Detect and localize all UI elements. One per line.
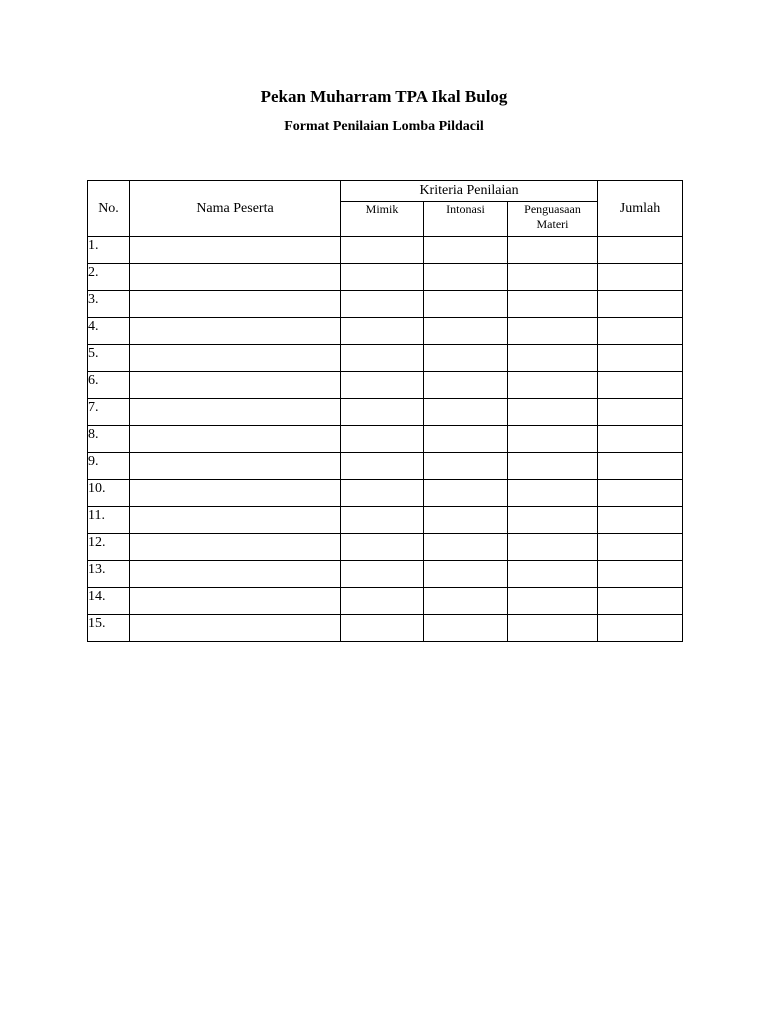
penguasaan-cell [508,615,598,642]
header-criteria: Kriteria Penilaian [341,181,598,202]
total-cell [598,291,683,318]
table-row [88,588,683,615]
intonasi-cell [424,453,508,480]
table-row [88,561,683,588]
name-cell [130,453,341,480]
table-row [88,318,683,345]
intonasi-cell [424,372,508,399]
mimik-cell [341,291,424,318]
total-cell [598,318,683,345]
penguasaan-cell [508,345,598,372]
penguasaan-cell [508,237,598,264]
penguasaan-cell [508,561,598,588]
row-number: 13. [88,561,130,588]
intonasi-cell [424,399,508,426]
total-cell [598,534,683,561]
name-cell [130,399,341,426]
mimik-cell [341,264,424,291]
total-cell [598,426,683,453]
mimik-cell [341,534,424,561]
intonasi-cell [424,318,508,345]
intonasi-cell [424,237,508,264]
table-row [88,372,683,399]
mimik-cell [341,237,424,264]
table-row [88,426,683,453]
header-total: Jumlah [598,181,683,237]
mimik-cell [341,507,424,534]
total-cell [598,345,683,372]
name-cell [130,615,341,642]
name-cell [130,237,341,264]
intonasi-cell [424,588,508,615]
row-number: 1. [88,237,130,264]
table-row [88,291,683,318]
penguasaan-cell [508,507,598,534]
name-cell [130,561,341,588]
header-name: Nama Peserta [130,181,341,237]
mimik-cell [341,345,424,372]
row-number: 7. [88,399,130,426]
mimik-cell [341,372,424,399]
name-cell [130,345,341,372]
table-body [88,237,683,642]
row-number: 15. [88,615,130,642]
name-cell [130,534,341,561]
intonasi-cell [424,615,508,642]
scoring-table [87,180,683,642]
total-cell [598,615,683,642]
mimik-cell [341,588,424,615]
table-row [88,264,683,291]
intonasi-cell [424,507,508,534]
name-cell [130,480,341,507]
table-row [88,237,683,264]
row-number: 5. [88,345,130,372]
header-criteria-mimik: Mimik [341,202,424,237]
name-cell [130,372,341,399]
intonasi-cell [424,264,508,291]
row-number: 8. [88,426,130,453]
mimik-cell [341,399,424,426]
row-number: 3. [88,291,130,318]
penguasaan-cell [508,480,598,507]
row-number: 9. [88,453,130,480]
total-cell [598,588,683,615]
penguasaan-cell [508,399,598,426]
table-row [88,507,683,534]
table-row [88,453,683,480]
row-number: 14. [88,588,130,615]
header-criteria-intonasi: Intonasi [424,202,508,237]
name-cell [130,588,341,615]
total-cell [598,372,683,399]
mimik-cell [341,426,424,453]
total-cell [598,561,683,588]
intonasi-cell [424,291,508,318]
table-row [88,399,683,426]
name-cell [130,264,341,291]
table-row [88,534,683,561]
intonasi-cell [424,561,508,588]
penguasaan-cell [508,453,598,480]
mimik-cell [341,453,424,480]
table-row [88,480,683,507]
name-cell [130,507,341,534]
document-subtitle: Format Penilaian Lomba Pildacil [284,119,484,134]
intonasi-cell [424,534,508,561]
intonasi-cell [424,426,508,453]
penguasaan-cell [508,291,598,318]
table-row [88,345,683,372]
mimik-cell [341,480,424,507]
row-number: 2. [88,264,130,291]
penguasaan-cell [508,426,598,453]
total-cell [598,264,683,291]
mimik-cell [341,561,424,588]
mimik-cell [341,318,424,345]
penguasaan-cell [508,264,598,291]
intonasi-cell [424,345,508,372]
name-cell [130,318,341,345]
name-cell [130,426,341,453]
document-title: Pekan Muharram TPA Ikal Bulog [260,87,508,106]
total-cell [598,399,683,426]
row-number: 10. [88,480,130,507]
penguasaan-cell [508,534,598,561]
total-cell [598,237,683,264]
penguasaan-cell [508,372,598,399]
total-cell [598,453,683,480]
total-cell [598,480,683,507]
row-number: 6. [88,372,130,399]
intonasi-cell [424,480,508,507]
table-row [88,615,683,642]
penguasaan-cell [508,588,598,615]
row-number: 11. [88,507,130,534]
name-cell [130,291,341,318]
total-cell [598,507,683,534]
header-no: No. [88,181,130,237]
row-number: 4. [88,318,130,345]
penguasaan-cell [508,318,598,345]
mimik-cell [341,615,424,642]
row-number: 12. [88,534,130,561]
header-criteria-penguasaan: Penguasaan Materi [508,202,598,237]
